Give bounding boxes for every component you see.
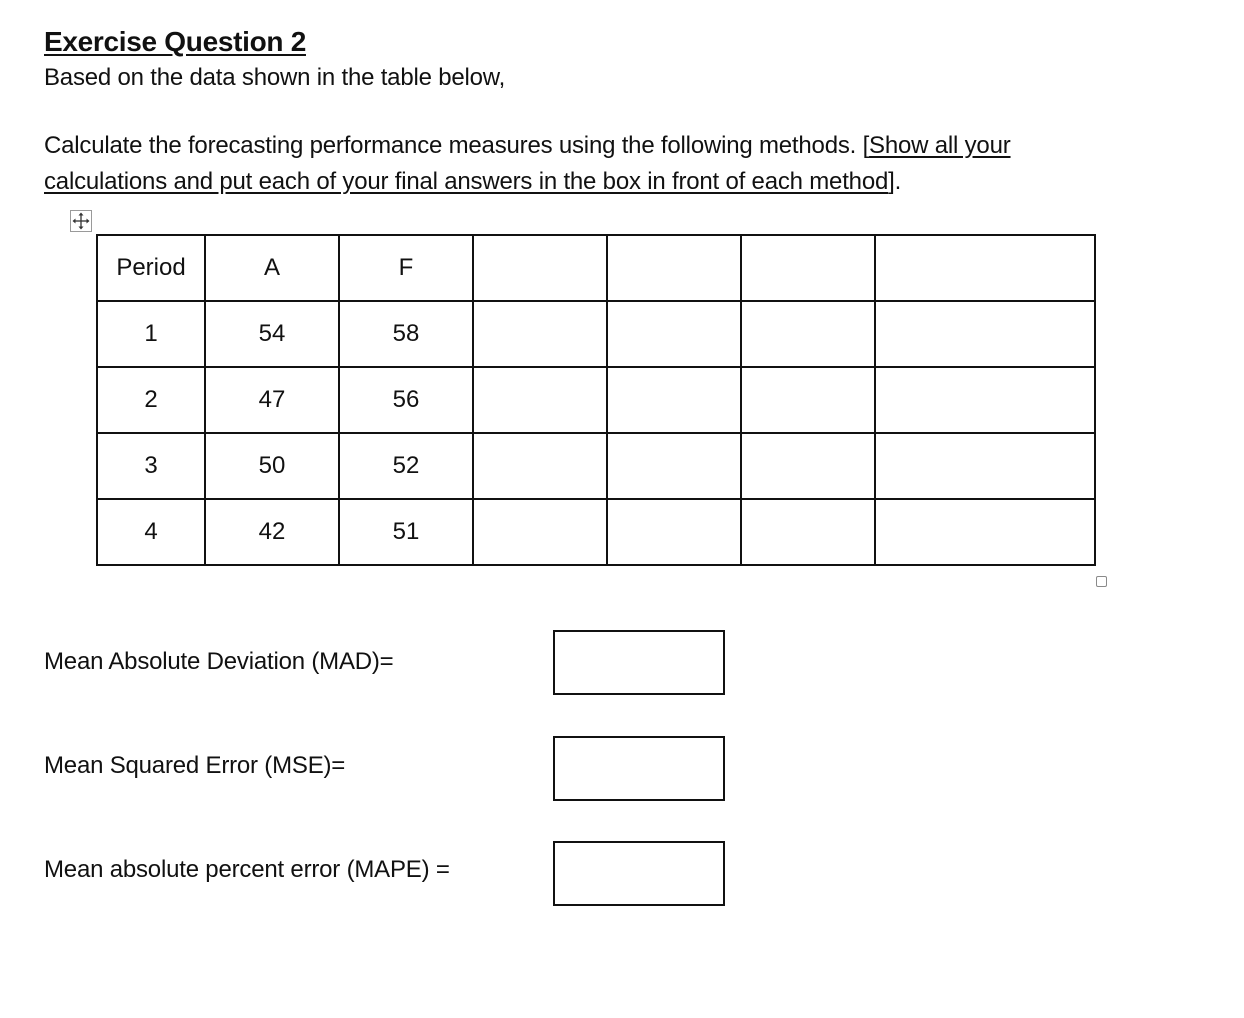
cell-period[interactable]: 1 [97, 301, 205, 367]
instruction-text: Calculate the forecasting performance measures using the following methods. [ [44, 132, 870, 159]
header-cell-f[interactable]: F [339, 235, 473, 301]
cell-actual[interactable]: 50 [205, 433, 339, 499]
cell-empty[interactable] [741, 367, 875, 433]
mad-label: Mean Absolute Deviation (MAD)= [44, 648, 394, 675]
four-way-arrow-icon [71, 211, 91, 231]
cell-empty[interactable] [875, 301, 1095, 367]
cell-period[interactable]: 4 [97, 499, 205, 565]
cell-period[interactable]: 3 [97, 433, 205, 499]
cell-empty[interactable] [607, 367, 741, 433]
header-cell-empty[interactable] [741, 235, 875, 301]
cell-period[interactable]: 2 [97, 367, 205, 433]
table-resize-handle-icon[interactable] [1096, 576, 1107, 587]
mse-answer-box[interactable] [553, 736, 725, 801]
header-cell-empty[interactable] [875, 235, 1095, 301]
cell-empty[interactable] [607, 301, 741, 367]
table-row [97, 367, 1095, 433]
header-cell-period[interactable]: Period [97, 235, 205, 301]
cell-forecast[interactable]: 52 [339, 433, 473, 499]
cell-empty[interactable] [875, 367, 1095, 433]
cell-empty[interactable] [875, 499, 1095, 565]
table-move-handle-icon[interactable] [70, 210, 92, 232]
instruction-underlined-a: Show all your [869, 132, 1011, 159]
cell-forecast[interactable]: 58 [339, 301, 473, 367]
cell-empty[interactable] [741, 499, 875, 565]
cell-actual[interactable]: 54 [205, 301, 339, 367]
cell-empty[interactable] [741, 301, 875, 367]
cell-empty[interactable] [607, 499, 741, 565]
instruction-line-2 [44, 168, 901, 196]
cell-forecast[interactable]: 51 [339, 499, 473, 565]
cell-actual[interactable]: 47 [205, 367, 339, 433]
cell-empty[interactable] [875, 433, 1095, 499]
instruction-tail: ]. [888, 168, 902, 195]
instruction-underlined-b: calculations and put each of your final answers in the box in front of each method [44, 168, 889, 195]
mse-label: Mean Squared Error (MSE)= [44, 752, 346, 779]
header-cell-a[interactable]: A [205, 235, 339, 301]
table-header-row [97, 235, 1095, 301]
cell-empty[interactable] [607, 433, 741, 499]
cell-forecast[interactable]: 56 [339, 367, 473, 433]
table-row [97, 499, 1095, 565]
cell-empty[interactable] [473, 499, 607, 565]
intro-text: Based on the data shown in the table below, [44, 64, 506, 91]
mape-answer-box[interactable] [553, 841, 725, 906]
cell-empty[interactable] [473, 367, 607, 433]
mad-answer-box[interactable] [553, 630, 725, 695]
header-cell-empty[interactable] [607, 235, 741, 301]
cell-empty[interactable] [473, 301, 607, 367]
cell-actual[interactable]: 42 [205, 499, 339, 565]
table-row [97, 433, 1095, 499]
mape-label: Mean absolute percent error (MAPE) = [44, 856, 450, 883]
exercise-heading: Exercise Question 2 [44, 26, 306, 57]
instruction-line-1 [44, 132, 1011, 160]
table-row [97, 301, 1095, 367]
cell-empty[interactable] [473, 433, 607, 499]
header-cell-empty[interactable] [473, 235, 607, 301]
data-table [96, 234, 1096, 566]
cell-empty[interactable] [741, 433, 875, 499]
